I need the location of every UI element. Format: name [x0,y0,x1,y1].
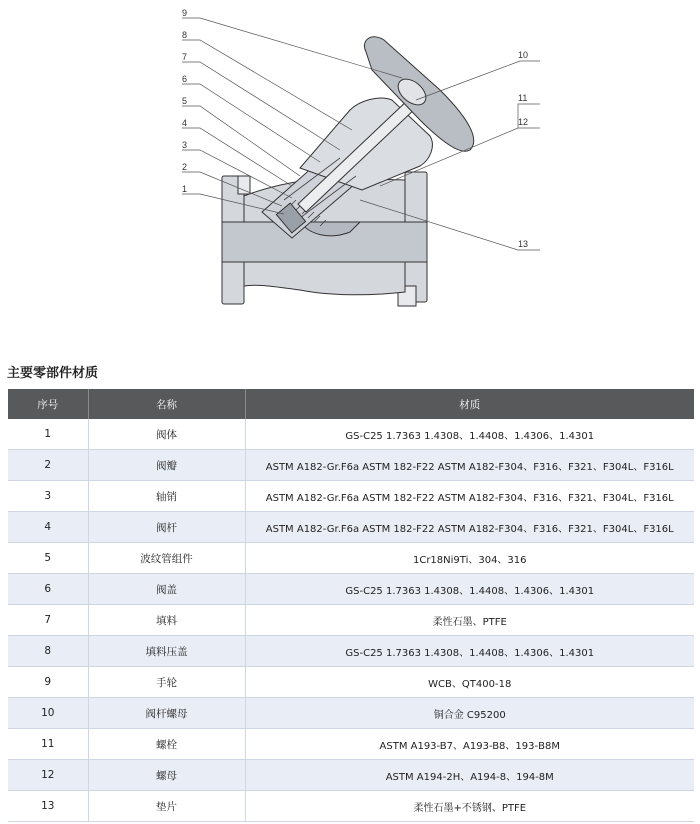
cell-name: 螺栓 [88,729,245,760]
cell-material: GS-C25 1.7363 1.4308、1.4408、1.4306、1.4301 [245,636,694,667]
cell-name: 阀杆螺母 [88,698,245,729]
cell-material: 柔性石墨、PTFE [245,605,694,636]
table-row [8,729,694,760]
cell-material: ASTM A182-Gr.F6a ASTM 182-F22 ASTM A182-F304、F316、F321、F304L、F316L [245,450,694,481]
parts-material-table [8,389,694,822]
table-row [8,791,694,822]
cell-material: ASTM A194-2H、A194-8、194-8M [245,760,694,791]
cell-number: 9 [8,667,88,698]
cell-material: ASTM A182-Gr.F6a ASTM 182-F22 ASTM A182-F304、F316、F321、F304L、F316L [245,481,694,512]
cell-number: 7 [8,605,88,636]
cell-number: 3 [8,481,88,512]
table-header-row [8,389,694,419]
cell-name: 轴销 [88,481,245,512]
valve-body-shapes [222,37,474,306]
callout-4: 4 [182,118,188,128]
cell-name: 填料压盖 [88,636,245,667]
cell-name: 垫片 [88,791,245,822]
table-row [8,605,694,636]
header-material: 材质 [245,389,694,419]
cell-name: 波纹管组件 [88,543,245,574]
section-title: 主要零部件材质 [7,366,99,381]
cell-name: 阀杆 [88,512,245,543]
cell-material: 1Cr18Ni9Ti、304、316 [245,543,694,574]
table-row [8,667,694,698]
table-row [8,543,694,574]
cell-name: 阀体 [88,419,245,450]
callout-11: 11 [518,93,528,103]
cell-number: 12 [8,760,88,791]
callout-2: 2 [182,162,188,172]
callout-12: 12 [518,117,529,127]
cell-number: 6 [8,574,88,605]
callout-7: 7 [182,52,188,62]
cell-name: 螺母 [88,760,245,791]
callout-6: 6 [182,74,188,84]
cell-material: 铜合金 C95200 [245,698,694,729]
header-number: 序号 [8,389,88,419]
callout-9: 9 [182,8,188,18]
cell-number: 13 [8,791,88,822]
table-row [8,450,694,481]
table-row [8,481,694,512]
cell-material: GS-C25 1.7363 1.4308、1.4408、1.4306、1.4301 [245,419,694,450]
table-row [8,760,694,791]
callout-1: 1 [182,184,188,194]
cell-material: WCB、QT400-18 [245,667,694,698]
cell-material: ASTM A193-B7、A193-B8、193-B8M [245,729,694,760]
callout-13: 13 [518,239,529,249]
cell-number: 4 [8,512,88,543]
callout-10: 10 [518,50,529,60]
cell-number: 2 [8,450,88,481]
cell-number: 8 [8,636,88,667]
table-row [8,512,694,543]
cell-number: 5 [8,543,88,574]
cell-number: 11 [8,729,88,760]
table-row [8,636,694,667]
callout-3: 3 [182,140,188,150]
table-row [8,574,694,605]
callout-5: 5 [182,96,188,106]
header-name: 名称 [88,389,245,419]
cell-name: 阀瓣 [88,450,245,481]
cell-material: 柔性石墨+不锈钢、PTFE [245,791,694,822]
cell-name: 手轮 [88,667,245,698]
cell-name: 填料 [88,605,245,636]
cell-number: 10 [8,698,88,729]
cell-material: GS-C25 1.7363 1.4308、1.4408、1.4306、1.4301 [245,574,694,605]
valve-cross-section-drawing [0,0,700,330]
cell-number: 1 [8,419,88,450]
callout-8: 8 [182,30,188,40]
table-row [8,419,694,450]
table-row [8,698,694,729]
cell-material: ASTM A182-Gr.F6a ASTM 182-F22 ASTM A182-F304、F316、F321、F304L、F316L [245,512,694,543]
cell-name: 阀盖 [88,574,245,605]
